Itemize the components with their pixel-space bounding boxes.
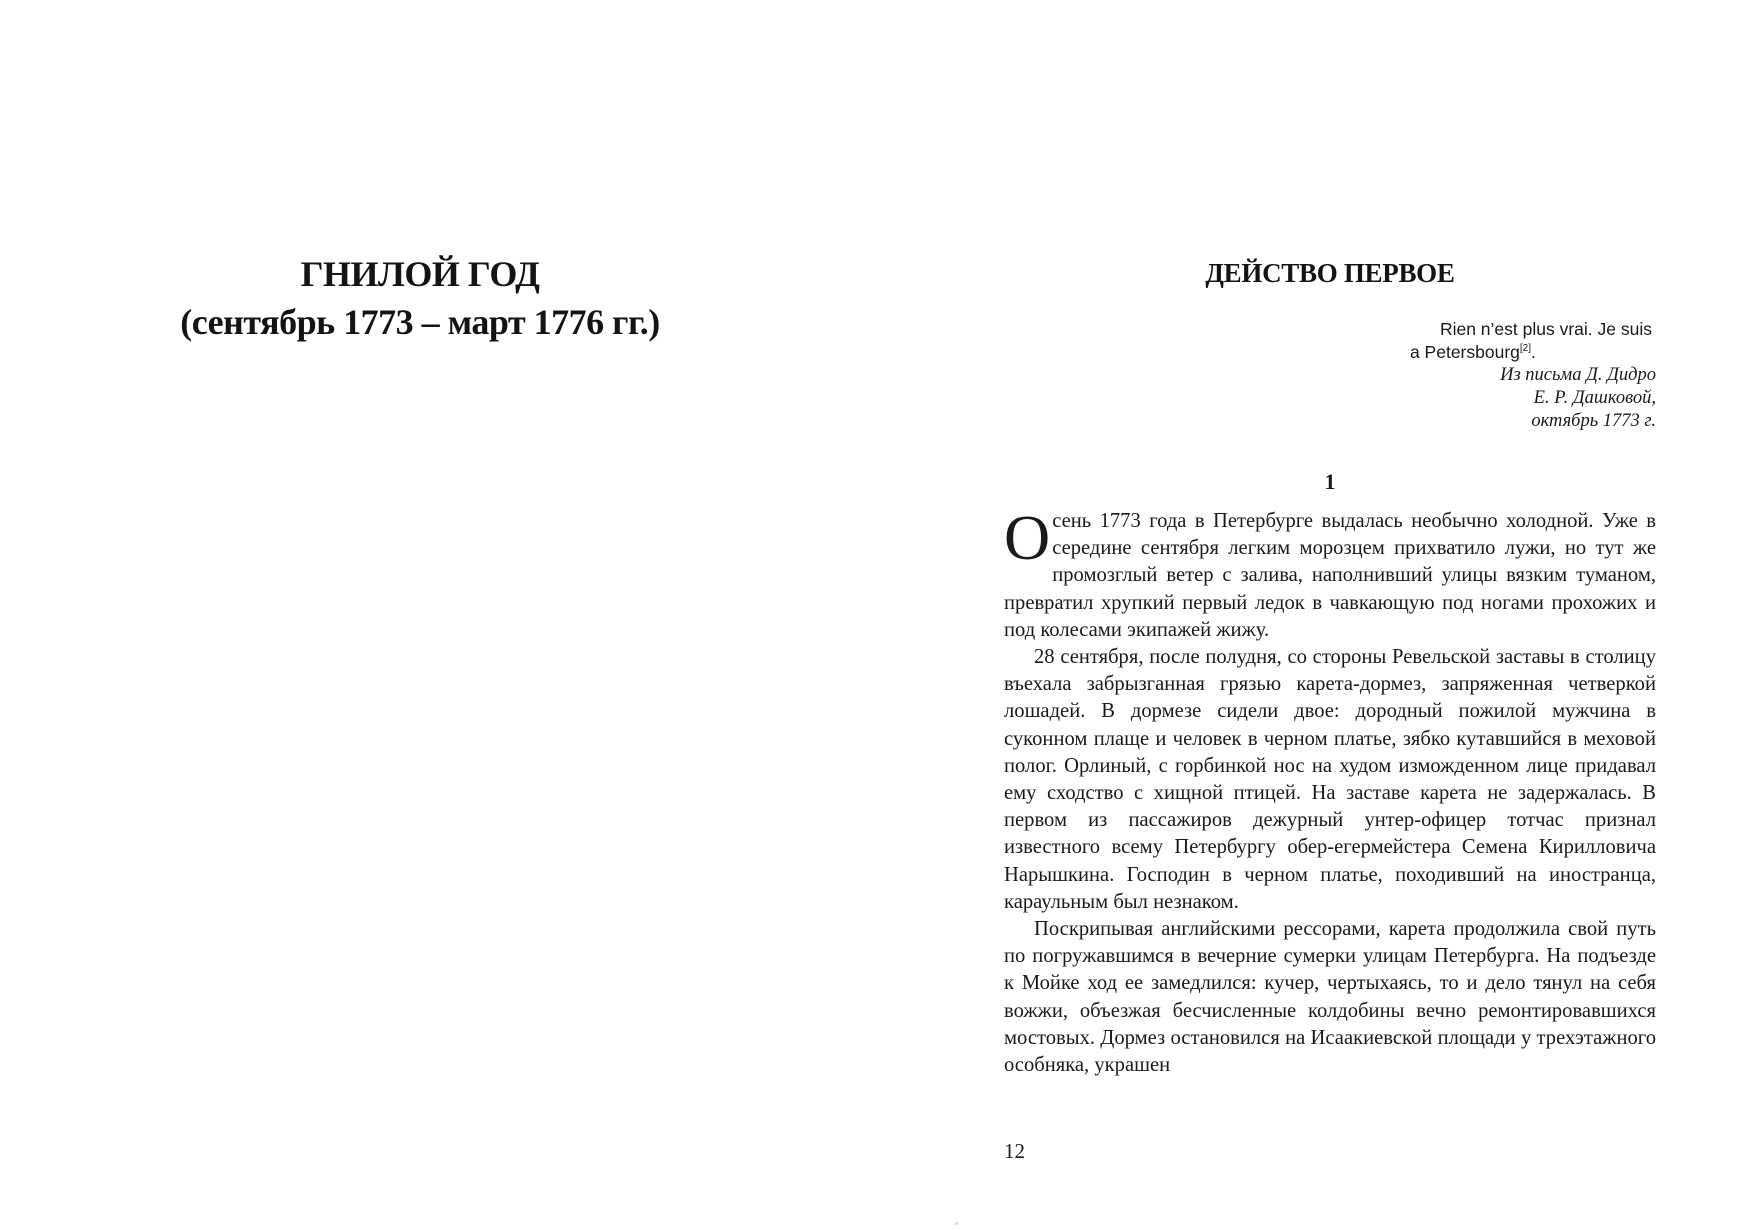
part-title-main: ГНИЛОЙ ГОД (300, 254, 540, 294)
part-title-dates: (сентябрь 1773 – март 1776 гг.) (180, 302, 660, 342)
epigraph-quote-line (1410, 341, 1652, 364)
epigraph (1296, 318, 1656, 433)
chapter-body (1004, 502, 1656, 1079)
chapter-number: 1 (1324, 469, 1336, 494)
epigraph-source-line: Из письма Д. Дидро (1500, 365, 1656, 385)
footnote-reference[interactable]: [2] (1519, 343, 1532, 354)
gutter-mark (955, 1222, 958, 1225)
drop-cap: О (1004, 502, 1051, 573)
left-page (0, 0, 860, 1231)
right-page (1004, 0, 1656, 1231)
paragraph (1004, 502, 1656, 644)
epigraph-quote (1410, 318, 1652, 364)
act-title: ДЕЙСТВО ПЕРВОЕ (1205, 258, 1455, 288)
paragraph-text: сень 1773 года в Петербурге выдалась необычно холодной. Уже в середине сентября легким морозцем прихватило лужи, но тут же промозглый ветер с залива, наполнивший улицы вязким туманом, превратил хрупкий первый ледок в чавкающую под ногами прохожих и под колесами экипажей жижу. (1004, 510, 1656, 641)
paragraph: 28 сентября, после полудня, со стороны Ревельской заставы в столицу въехала забрызганная грязью карета-дормез, запряженная четверкой лошадей. В дормезе сидели двое: дородный пожилой мужчина в суконном плаще и человек в черном платье, зябко кутавшийся в меховой полог. Орлиный, с горбинкой нос на худом изможденном лице придавал ему сходство с хищной птицей. На заставе карета не задержалась. В первом из пассажиров дежурный унтер-офицер тотчас признал известного всему Петербургу обер-егермейстера Семена Кирилловича Нарышкина. Господин в черном платье, походивший на иностранца, караульным был незнаком. (1004, 646, 1656, 913)
epigraph-quote-text: a Petersbourg (1409, 342, 1520, 362)
epigraph-source-line: октябрь 1773 г. (1531, 411, 1656, 431)
epigraph-quote-line: Rien n’est plus vrai. Je suis (1439, 319, 1652, 339)
paragraph: Поскрипывая английскими рессорами, карета продолжила свой путь по погружавшимся в вечерние сумерки улицам Петербурга. На подъезде к Мойке ход ее замедлился: кучер, чертыхаясь, то и дело тянул на себя вожжи, объезжая бесчисленные колдобины вечно ремонтировавшихся мостовых. Дормез остановился на Исаакиевской площади у трехэтажного особняка, украшен (1004, 918, 1656, 1077)
page-number: 12 (1004, 1139, 1025, 1163)
epigraph-quote-period: . (1531, 342, 1536, 362)
part-title (150, 250, 690, 346)
epigraph-source-line: Е. Р. Дашковой, (1533, 388, 1656, 408)
